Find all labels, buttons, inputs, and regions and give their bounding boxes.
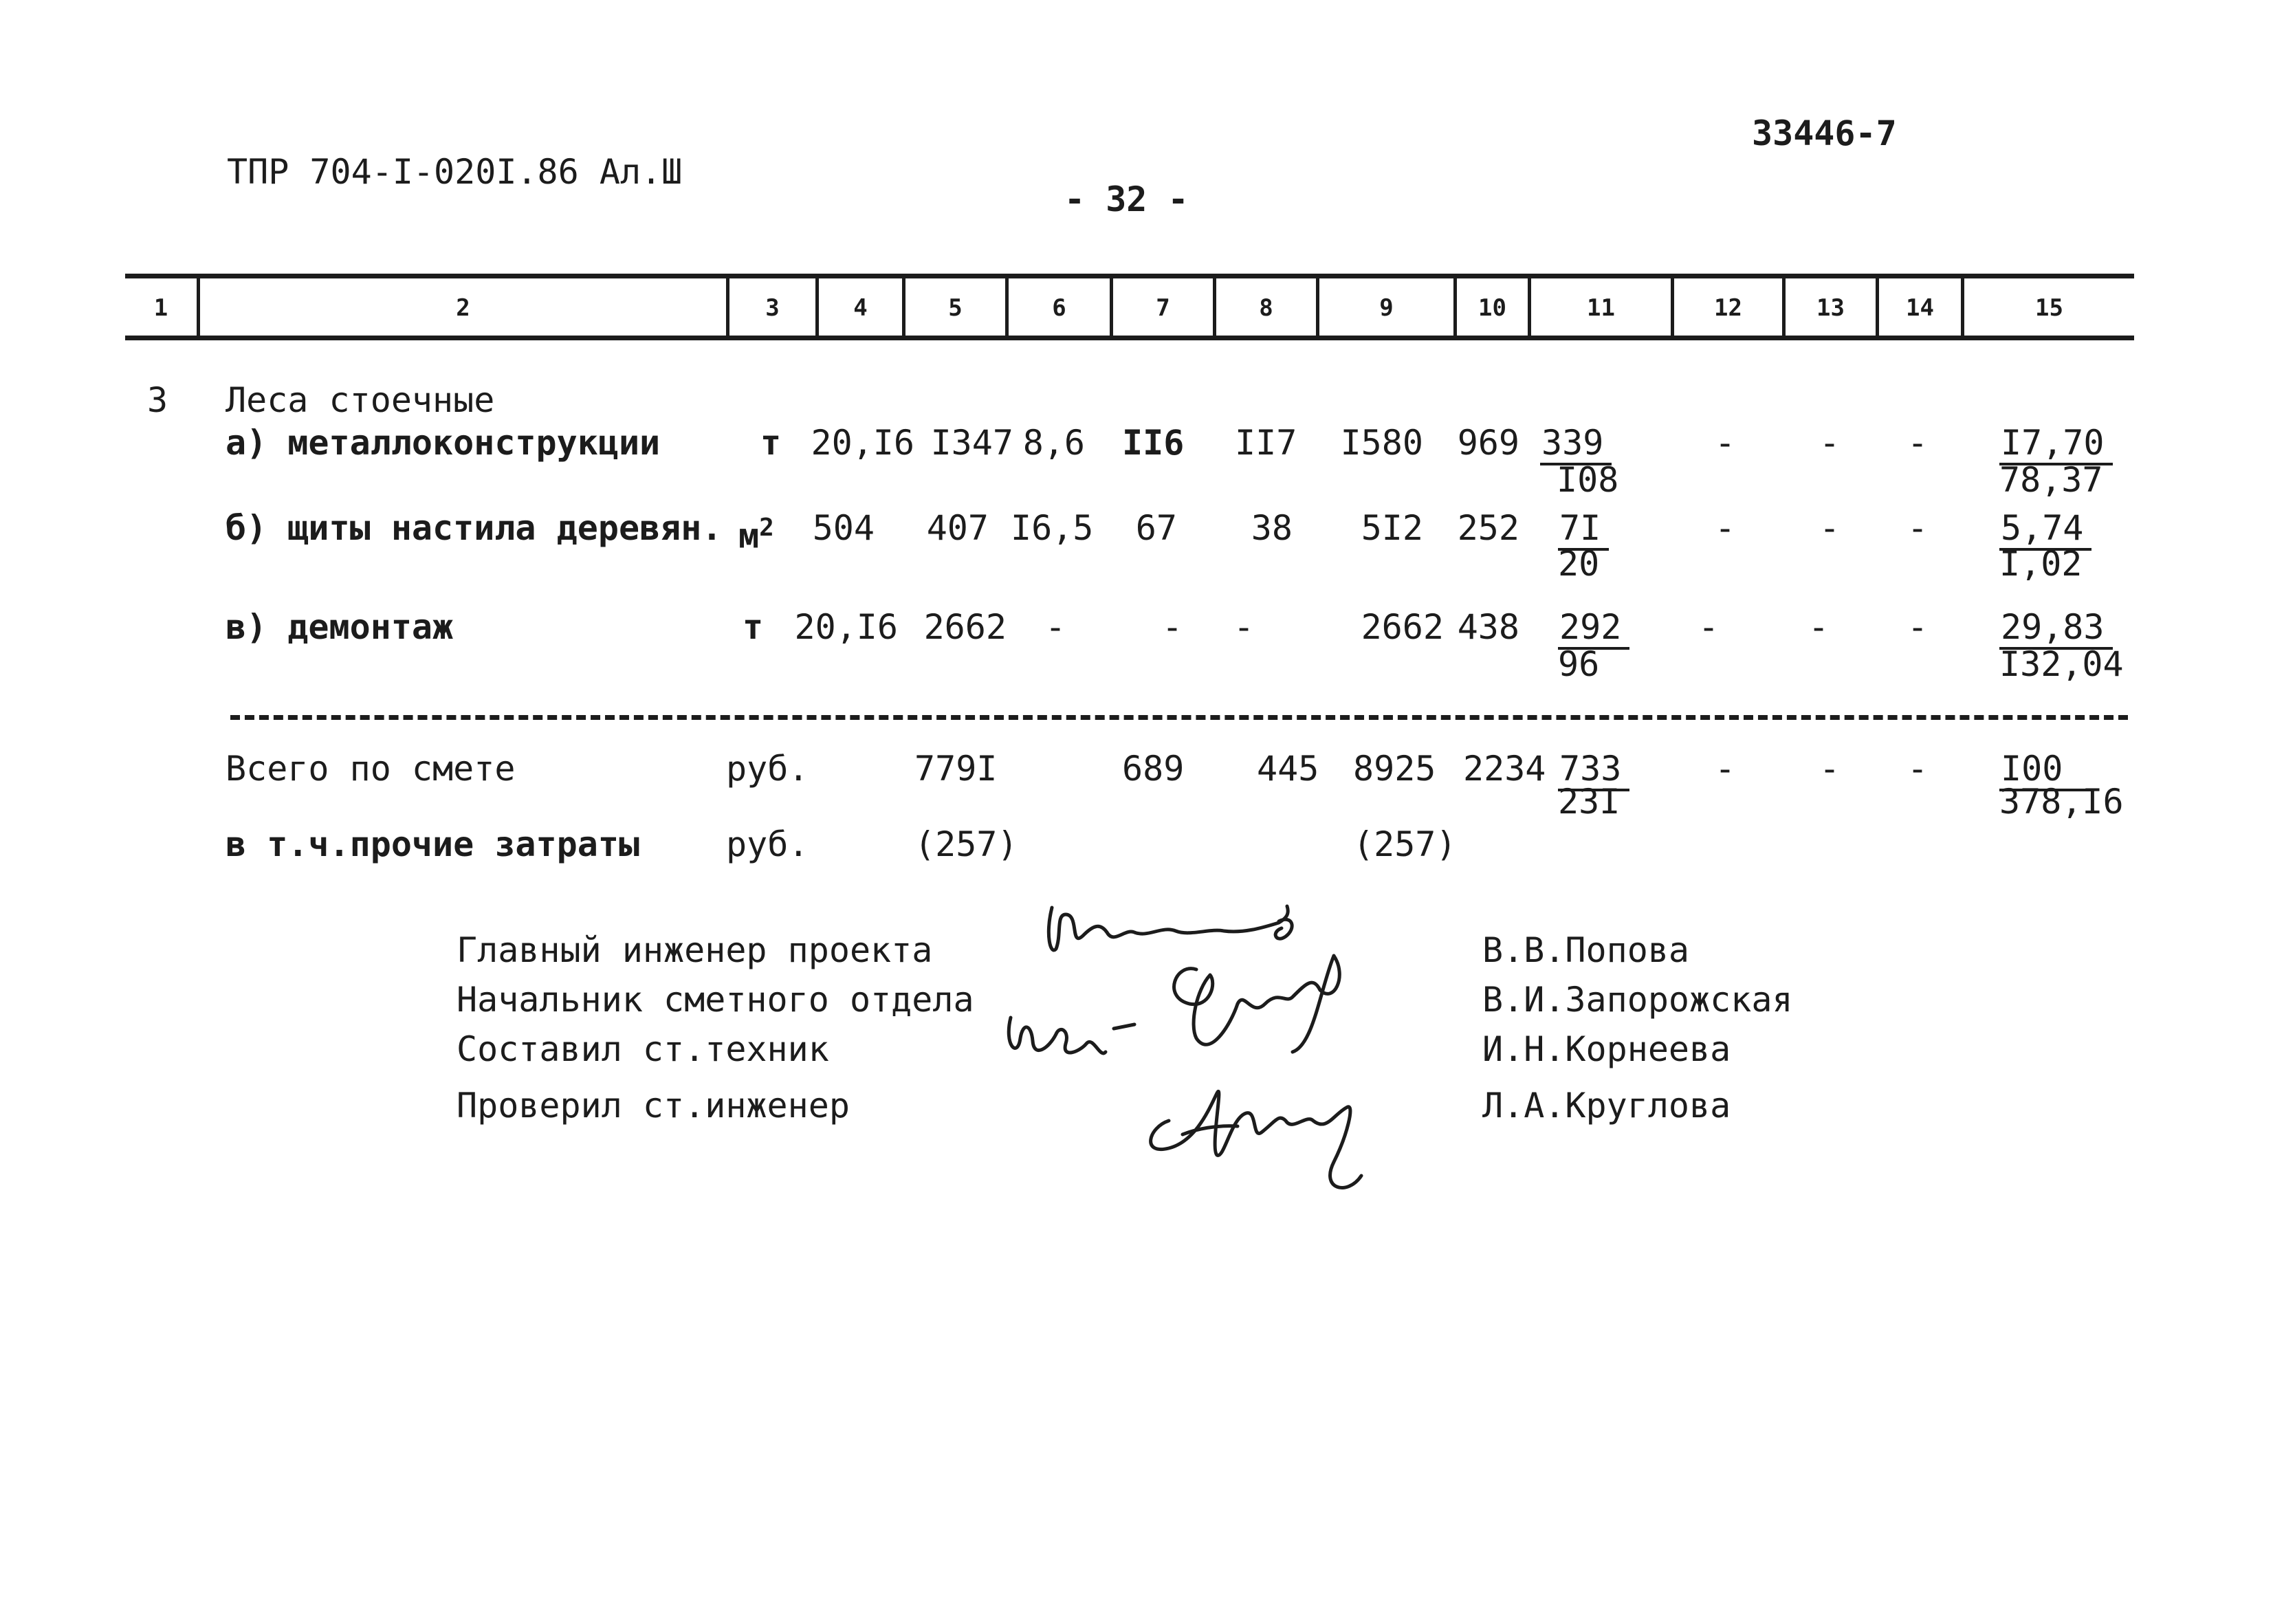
total-c7: 689 bbox=[1122, 749, 1185, 789]
cell-c5: 407 bbox=[926, 508, 989, 548]
document-code: ТПР 704-I-020I.86 Ал.Ш bbox=[227, 152, 683, 192]
column-header-14: 14 bbox=[1906, 294, 1934, 322]
column-header-15: 15 bbox=[2035, 294, 2063, 322]
total-c9: 8925 bbox=[1353, 749, 1436, 789]
cell-c11-top: 339 bbox=[1540, 423, 1612, 465]
cell-c12: - bbox=[1698, 607, 1720, 647]
signer-name: Л.А.Круглова bbox=[1482, 1086, 1731, 1126]
page-number: - 32 - bbox=[1064, 179, 1189, 219]
cell-c13: - bbox=[1808, 607, 1830, 647]
total-c11-top: 733 bbox=[1558, 749, 1629, 791]
unit-superscript: 2 bbox=[759, 514, 774, 542]
column-header-8: 8 bbox=[1259, 294, 1273, 322]
table-header-bottom-rule bbox=[125, 336, 2134, 340]
other-costs-c5: (257) bbox=[914, 824, 1018, 864]
row-unit: т bbox=[743, 607, 764, 647]
other-costs-unit: руб. bbox=[726, 824, 809, 864]
cell-c13: - bbox=[1819, 423, 1841, 463]
total-c8: 445 bbox=[1257, 749, 1319, 789]
table-top-rule bbox=[125, 274, 2134, 278]
cell-c14: - bbox=[1907, 423, 1929, 463]
cell-c11-top: 7I bbox=[1558, 508, 1609, 551]
column-header-1: 1 bbox=[153, 294, 168, 322]
cell-c6: - bbox=[1045, 607, 1066, 647]
cell-c13: - bbox=[1819, 508, 1841, 548]
section-title: Леса стоечные bbox=[226, 380, 495, 420]
signer-name: И.Н.Корнеева bbox=[1482, 1029, 1731, 1069]
cell-c10: 438 bbox=[1457, 607, 1519, 647]
cell-c8: II7 bbox=[1235, 423, 1297, 463]
cell-c9: 2662 bbox=[1361, 607, 1444, 647]
column-header-4: 4 bbox=[853, 294, 868, 322]
cell-c7: - bbox=[1162, 607, 1183, 647]
signer-role: Начальник сметного отдела bbox=[457, 980, 974, 1020]
cell-c9: I580 bbox=[1340, 423, 1423, 463]
cell-c9: 5I2 bbox=[1361, 508, 1423, 548]
archive-number: 33446-7 bbox=[1752, 113, 1897, 153]
cell-c15-bottom: I32,04 bbox=[1999, 644, 2124, 684]
column-header-6: 6 bbox=[1052, 294, 1066, 322]
cell-c4: 504 bbox=[812, 508, 875, 548]
cell-c11-top: 292 bbox=[1558, 607, 1629, 650]
other-costs-label: в т.ч.прочие затраты bbox=[226, 824, 640, 864]
cell-c7: II6 bbox=[1122, 423, 1185, 463]
cell-c15-bottom: I,02 bbox=[1999, 544, 2083, 584]
cell-c10: 969 bbox=[1457, 423, 1519, 463]
cell-c12: - bbox=[1715, 508, 1736, 548]
total-c15-bottom: 378,I6 bbox=[1999, 782, 2124, 822]
cell-c14: - bbox=[1907, 607, 1929, 647]
dashed-separator bbox=[230, 715, 2128, 720]
cell-c12: - bbox=[1715, 423, 1736, 463]
cell-c14: - bbox=[1907, 508, 1929, 548]
cell-c6: 8,6 bbox=[1022, 423, 1085, 463]
row-name: а) металлоконструкции bbox=[226, 423, 661, 463]
column-header-10: 10 bbox=[1478, 294, 1506, 322]
signer-role: Главный инженер проекта bbox=[457, 930, 933, 970]
total-c15-top: I00 bbox=[1999, 749, 2094, 791]
row-unit: м bbox=[738, 516, 760, 556]
total-c11-bottom: 23I bbox=[1558, 782, 1621, 822]
row-name: в) демонтаж bbox=[226, 607, 454, 647]
cell-c5: 2662 bbox=[923, 607, 1007, 647]
cell-c4: 20,I6 bbox=[811, 423, 914, 463]
column-header-7: 7 bbox=[1156, 294, 1170, 322]
cell-c15-top: 29,83 bbox=[1999, 607, 2113, 650]
column-header-12: 12 bbox=[1714, 294, 1742, 322]
cell-c11-bottom: I08 bbox=[1557, 460, 1619, 500]
cell-c15-top: I7,70 bbox=[1999, 423, 2113, 465]
cell-c8: - bbox=[1233, 607, 1255, 647]
total-c10: 2234 bbox=[1463, 749, 1546, 789]
column-header-2: 2 bbox=[456, 294, 470, 322]
column-header-3: 3 bbox=[765, 294, 780, 322]
cell-c4: 20,I6 bbox=[794, 607, 898, 647]
handwritten-signatures bbox=[990, 887, 1430, 1203]
column-header-9: 9 bbox=[1379, 294, 1394, 322]
column-header-13: 13 bbox=[1816, 294, 1845, 322]
total-c12: - bbox=[1715, 749, 1736, 789]
signer-name: В.В.Попова bbox=[1482, 930, 1690, 970]
cell-c10: 252 bbox=[1457, 508, 1519, 548]
total-unit: руб. bbox=[726, 749, 809, 789]
column-header-11: 11 bbox=[1587, 294, 1615, 322]
total-c13: - bbox=[1819, 749, 1841, 789]
section-number: 3 bbox=[147, 380, 168, 420]
row-name: б) щиты настила деревян. bbox=[226, 508, 723, 548]
signer-role: Проверил ст.инженер bbox=[457, 1086, 850, 1126]
total-label: Всего по смете bbox=[226, 749, 516, 789]
total-c14: - bbox=[1907, 749, 1929, 789]
cell-c5: I347 bbox=[930, 423, 1013, 463]
signer-role: Составил ст.техник bbox=[457, 1029, 829, 1069]
signer-name: В.И.Запорожская bbox=[1482, 980, 1793, 1020]
row-unit: т bbox=[760, 423, 782, 463]
column-header-5: 5 bbox=[948, 294, 963, 322]
cell-c15-top: 5,74 bbox=[1999, 508, 2091, 551]
cell-c11-bottom: 20 bbox=[1558, 544, 1600, 584]
other-costs-c9: (257) bbox=[1353, 824, 1457, 864]
cell-c15-bottom: 78,37 bbox=[1999, 460, 2103, 500]
total-c5: 779I bbox=[914, 749, 998, 789]
cell-c11-bottom: 96 bbox=[1558, 644, 1600, 684]
cell-c6: I6,5 bbox=[1011, 508, 1094, 548]
cell-c7: 67 bbox=[1135, 508, 1177, 548]
cell-c8: 38 bbox=[1251, 508, 1293, 548]
